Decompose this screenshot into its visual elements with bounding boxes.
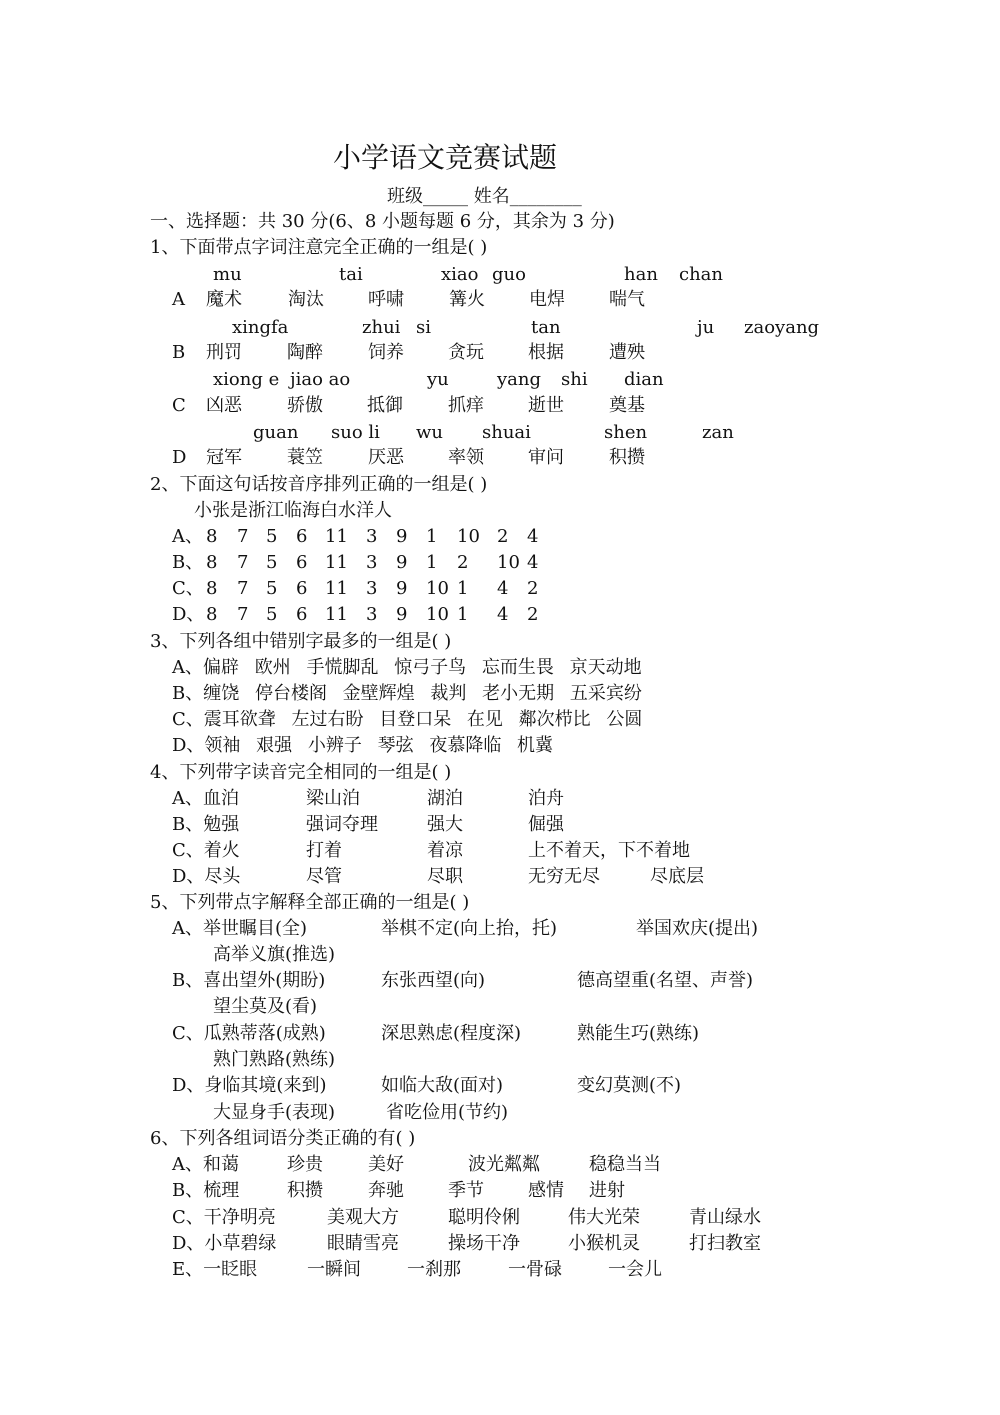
q1-d-word: 审问 bbox=[528, 447, 564, 468]
q2-option-number: 10 bbox=[426, 604, 449, 625]
q5-d-item: 变幻莫测(不) bbox=[577, 1075, 682, 1096]
q4-option-item: 无穷无尽 bbox=[528, 866, 600, 887]
q5-stem: 5、下列带点字解释全部正确的一组是( ) bbox=[150, 892, 470, 913]
q5-d-item: 省吃俭用(节约) bbox=[386, 1102, 509, 1123]
q2-option-number: 3 bbox=[366, 526, 378, 547]
q2-option-number: 11 bbox=[325, 578, 348, 599]
q2-option-number: 6 bbox=[296, 526, 308, 547]
q1-c-word: 抵御 bbox=[367, 395, 403, 416]
q2-stem: 2、下面这句话按音序排列正确的一组是( ) bbox=[150, 474, 488, 495]
q1-c-word: 抓痒 bbox=[448, 395, 484, 416]
q4-option-item: D、尽头 bbox=[172, 866, 241, 887]
q1-c-word: 奠基 bbox=[609, 395, 645, 416]
q5-d-item: 如临大敌(面对) bbox=[381, 1075, 504, 1096]
q1-b-word: 遭殃 bbox=[609, 342, 645, 363]
q6-option-item: 小猴机灵 bbox=[568, 1233, 640, 1254]
q2-sentence: 小张是浙江临海白水洋人 bbox=[194, 500, 392, 521]
q6-option-item: 波光粼粼 bbox=[468, 1154, 540, 1175]
q1-d-pinyin: guan bbox=[253, 422, 299, 443]
q1-d-word: 厌恶 bbox=[368, 447, 404, 468]
page-title: 小学语文竞赛试题 bbox=[333, 141, 558, 174]
q4-option-item: 强词夺理 bbox=[306, 814, 378, 835]
q6-option-item: 奔驰 bbox=[368, 1180, 404, 1201]
q1-b-pinyin: si bbox=[416, 317, 431, 338]
q6-option-item: 操场干净 bbox=[448, 1233, 520, 1254]
q6-option-item: 一骨碌 bbox=[508, 1259, 562, 1280]
q6-option-item: 一瞬间 bbox=[307, 1259, 361, 1280]
q2-option-number: 8 bbox=[206, 552, 218, 573]
q1-a-word: 呼啸 bbox=[368, 289, 404, 310]
q5-c-item: 熟能生巧(熟练) bbox=[577, 1023, 700, 1044]
q5-a-item: A、举世瞩目(全) bbox=[172, 918, 308, 939]
q6-option-item: 积攒 bbox=[287, 1180, 323, 1201]
q1-d-word: 率领 bbox=[448, 447, 484, 468]
q1-b-pinyin: xingfa bbox=[232, 317, 289, 338]
q2-option-number: 9 bbox=[396, 604, 408, 625]
q4-option-item: 湖泊 bbox=[427, 788, 463, 809]
class-name-line: 班级_____ 姓名________ bbox=[387, 186, 582, 207]
q6-option-item: 一刹那 bbox=[407, 1259, 461, 1280]
q6-option-item: B、梳理 bbox=[172, 1180, 240, 1201]
q2-option-number: 11 bbox=[325, 526, 348, 547]
q6-option-item: 青山绿水 bbox=[689, 1207, 761, 1228]
q2-option-number: 2 bbox=[457, 552, 469, 573]
q2-option-number: 7 bbox=[237, 578, 249, 599]
q2-option-number: 6 bbox=[296, 552, 308, 573]
q1-d-pinyin: suo li bbox=[331, 422, 380, 443]
q2-option-number: 5 bbox=[266, 552, 278, 573]
q1-c-word: 骄傲 bbox=[287, 395, 323, 416]
q6-option-item: 伟大光荣 bbox=[568, 1207, 640, 1228]
q6-option-item: C、干净明亮 bbox=[172, 1207, 276, 1228]
q4-option-item: B、勉强 bbox=[172, 814, 240, 835]
q2-option-number: 5 bbox=[266, 526, 278, 547]
q1-b-word: 饲养 bbox=[368, 342, 404, 363]
q5-a-item: 举棋不定(向上抬，托) bbox=[381, 918, 558, 939]
q2-option-number: 4 bbox=[527, 552, 539, 573]
q1-b-word: 刑罚 bbox=[206, 342, 242, 363]
q4-option-item: C、着火 bbox=[172, 840, 240, 861]
q1-c-pinyin: jiao ao bbox=[290, 369, 351, 390]
q2-option-label: B、 bbox=[172, 552, 204, 573]
q2-option-number: 4 bbox=[497, 604, 509, 625]
q1-b-word: 贪玩 bbox=[448, 342, 484, 363]
q4-option-item: 强大 bbox=[427, 814, 463, 835]
q1-d-pinyin: shen bbox=[604, 422, 648, 443]
q2-option-number: 10 bbox=[426, 578, 449, 599]
q2-option-number: 8 bbox=[206, 526, 218, 547]
q1-a-pinyin: tai bbox=[339, 264, 363, 285]
q2-option-number: 2 bbox=[497, 526, 509, 547]
q2-option-number: 3 bbox=[366, 552, 378, 573]
q1-b-word: 根据 bbox=[528, 342, 564, 363]
q6-stem: 6、下列各组词语分类正确的有( ) bbox=[150, 1128, 416, 1149]
q1-d-pinyin: wu bbox=[416, 422, 443, 443]
q5-a-item: 高举义旗(推选) bbox=[213, 944, 336, 965]
q3-option: C、震耳欲聋 左过右盼 目登口呆 在见 鄰次栉比 公圆 bbox=[172, 709, 643, 730]
q6-option-item: 珍贵 bbox=[287, 1154, 323, 1175]
q1-a-pinyin: xiao bbox=[441, 264, 479, 285]
q4-option-item: 梁山泊 bbox=[306, 788, 360, 809]
q2-option-label: C、 bbox=[172, 578, 204, 599]
q4-option-item: 着凉 bbox=[427, 840, 463, 861]
q1-a-word: 电焊 bbox=[529, 289, 565, 310]
q2-option-number: 6 bbox=[296, 604, 308, 625]
q6-option-item: 美观大方 bbox=[327, 1207, 399, 1228]
q2-option-label: D、 bbox=[172, 604, 205, 625]
q5-c-item: 熟门熟路(熟练) bbox=[213, 1049, 336, 1070]
q4-option-item: 尽管 bbox=[306, 866, 342, 887]
q1-a-pinyin: han bbox=[624, 264, 658, 285]
q2-option-number: 11 bbox=[325, 604, 348, 625]
q6-option-item: D、小草碧绿 bbox=[172, 1233, 277, 1254]
q2-option-number: 1 bbox=[457, 578, 469, 599]
q2-option-number: 9 bbox=[396, 552, 408, 573]
q6-option-item: E、一眨眼 bbox=[172, 1259, 258, 1280]
section-heading: 一、选择题：共 30 分(6、8 小题每题 6 分，其余为 3 分) bbox=[150, 211, 615, 232]
q1-d-pinyin: zan bbox=[702, 422, 734, 443]
q6-option-item: 聪明伶俐 bbox=[448, 1207, 520, 1228]
q2-option-number: 10 bbox=[497, 552, 520, 573]
q2-option-number: 1 bbox=[426, 552, 438, 573]
q1-c-pinyin: yu bbox=[427, 369, 449, 390]
q4-stem: 4、下列带字读音完全相同的一组是( ) bbox=[150, 762, 452, 783]
q1-c-pinyin: yang bbox=[497, 369, 542, 390]
q2-option-number: 4 bbox=[527, 526, 539, 547]
q2-option-number: 9 bbox=[396, 526, 408, 547]
q1-d-word: 冠军 bbox=[206, 447, 242, 468]
q5-b-item: 望尘莫及(看) bbox=[213, 996, 318, 1017]
q6-option-item: A、和蔼 bbox=[172, 1154, 239, 1175]
q1-a-word: 喘气 bbox=[609, 289, 645, 310]
q1-d-word: 积攒 bbox=[609, 447, 645, 468]
q5-a-item: 举国欢庆(提出) bbox=[636, 918, 759, 939]
q2-option-number: 3 bbox=[366, 578, 378, 599]
q5-d-item: 大显身手(表现) bbox=[213, 1102, 336, 1123]
q5-b-item: 东张西望(向) bbox=[381, 970, 486, 991]
q2-option-number: 8 bbox=[206, 604, 218, 625]
q1-c-word: 凶恶 bbox=[206, 395, 242, 416]
q5-d-item: D、身临其境(来到) bbox=[172, 1075, 327, 1096]
q1-a-pinyin: guo bbox=[492, 264, 526, 285]
q1-b-label: B bbox=[172, 342, 186, 363]
q1-c-pinyin: xiong e bbox=[213, 369, 280, 390]
q1-d-word: 蓑笠 bbox=[287, 447, 323, 468]
q1-b-pinyin: zaoyang bbox=[744, 317, 820, 338]
q5-b-item: B、喜出望外(期盼) bbox=[172, 970, 326, 991]
q6-option-item: 进射 bbox=[589, 1180, 625, 1201]
q1-a-pinyin: mu bbox=[213, 264, 242, 285]
q4-option-item: 打着 bbox=[306, 840, 342, 861]
q5-c-item: C、瓜熟蒂落(成熟) bbox=[172, 1023, 326, 1044]
q4-option-item: 泊舟 bbox=[528, 788, 564, 809]
q1-d-pinyin: shuai bbox=[482, 422, 531, 443]
q2-option-number: 11 bbox=[325, 552, 348, 573]
q1-c-pinyin: shi bbox=[561, 369, 588, 390]
q6-option-item: 打扫教室 bbox=[689, 1233, 761, 1254]
q6-option-item: 感情 bbox=[528, 1180, 564, 1201]
q1-d-label: D bbox=[172, 447, 187, 468]
q2-option-label: A、 bbox=[172, 526, 203, 547]
q6-option-item: 稳稳当当 bbox=[589, 1154, 661, 1175]
q1-c-word: 逝世 bbox=[528, 395, 564, 416]
q6-option-item: 一会儿 bbox=[608, 1259, 662, 1280]
q2-option-number: 4 bbox=[497, 578, 509, 599]
q2-option-number: 5 bbox=[266, 578, 278, 599]
q6-option-item: 季节 bbox=[448, 1180, 484, 1201]
q4-option-item: 上不着天，下不着地 bbox=[528, 840, 690, 861]
q1-c-pinyin: dian bbox=[624, 369, 664, 390]
q3-option: A、偏辟 欧州 手慌脚乱 惊弓子鸟 忘而生畏 京天动地 bbox=[172, 657, 642, 678]
q2-option-number: 6 bbox=[296, 578, 308, 599]
q4-option-item: 尽底层 bbox=[650, 866, 704, 887]
q1-a-word: 淘汰 bbox=[288, 289, 324, 310]
q4-option-item: A、血泊 bbox=[172, 788, 239, 809]
q2-option-number: 10 bbox=[457, 526, 480, 547]
q2-option-number: 1 bbox=[457, 604, 469, 625]
q5-b-item: 德高望重(名望、声誉) bbox=[577, 970, 754, 991]
q3-option: B、缠饶 停台楼阁 金壁辉煌 裁判 老小无期 五采宾纷 bbox=[172, 683, 642, 704]
q2-option-number: 7 bbox=[237, 552, 249, 573]
q3-stem: 3、下列各组中错别字最多的一组是( ) bbox=[150, 631, 452, 652]
q1-a-label: A bbox=[172, 289, 185, 310]
q1-b-pinyin: ju bbox=[697, 317, 715, 338]
q1-b-word: 陶醉 bbox=[287, 342, 323, 363]
q3-option: D、领袖 艰强 小辨子 琴弦 夜慕降临 机冀 bbox=[172, 735, 554, 756]
q1-stem: 1、下面带点字词注意完全正确的一组是( ) bbox=[150, 237, 488, 258]
q1-c-label: C bbox=[172, 395, 186, 416]
q1-a-word: 篝火 bbox=[449, 289, 485, 310]
q1-b-pinyin: tan bbox=[531, 317, 561, 338]
q4-option-item: 尽职 bbox=[427, 866, 463, 887]
q5-c-item: 深思熟虑(程度深) bbox=[381, 1023, 522, 1044]
q6-option-item: 美好 bbox=[368, 1154, 404, 1175]
q2-option-number: 2 bbox=[527, 578, 539, 599]
q2-option-number: 9 bbox=[396, 578, 408, 599]
q2-option-number: 7 bbox=[237, 604, 249, 625]
q1-b-pinyin: zhui bbox=[362, 317, 401, 338]
q2-option-number: 3 bbox=[366, 604, 378, 625]
q2-option-number: 7 bbox=[237, 526, 249, 547]
q2-option-number: 8 bbox=[206, 578, 218, 599]
q1-a-pinyin: chan bbox=[679, 264, 723, 285]
q2-option-number: 5 bbox=[266, 604, 278, 625]
q4-option-item: 倔强 bbox=[528, 814, 564, 835]
q6-option-item: 眼睛雪亮 bbox=[327, 1233, 399, 1254]
q2-option-number: 2 bbox=[527, 604, 539, 625]
q1-a-word: 魔术 bbox=[206, 289, 242, 310]
q2-option-number: 1 bbox=[426, 526, 438, 547]
